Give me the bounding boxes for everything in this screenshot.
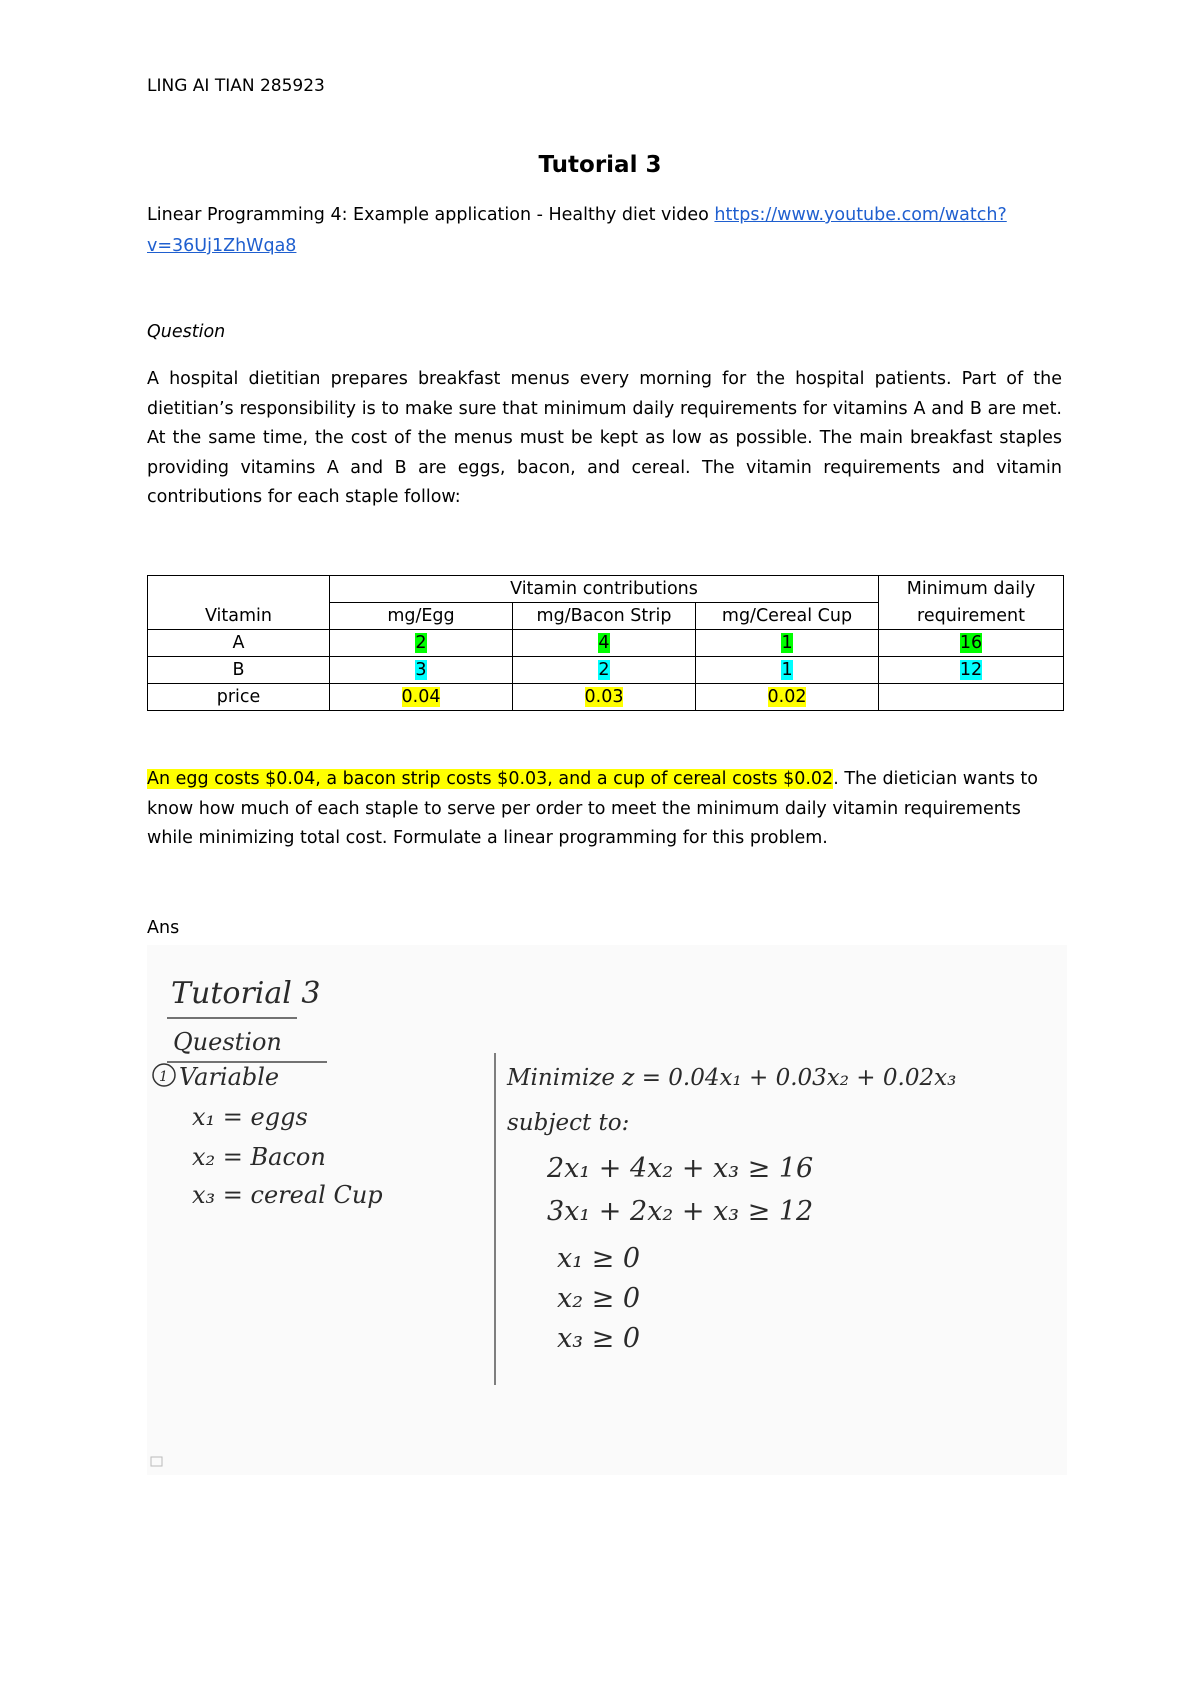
row-label: A bbox=[148, 630, 330, 657]
egg-col-header: mg/Egg bbox=[330, 603, 513, 630]
value-highlight: 0.02 bbox=[767, 687, 807, 707]
table-header-row-2 bbox=[148, 603, 1064, 630]
row-label: B bbox=[148, 657, 330, 684]
value-highlight: 0.04 bbox=[401, 687, 441, 707]
table-cell bbox=[513, 657, 696, 684]
blank-header-cell bbox=[148, 576, 330, 603]
table-cell bbox=[330, 684, 513, 711]
table-cell bbox=[513, 684, 696, 711]
hw-constraint: 3x₁ + 2x₂ + x₃ ≥ 12 bbox=[547, 1196, 814, 1227]
answer-label: Ans bbox=[147, 918, 180, 938]
cost-highlight: An egg costs $0.04, a bacon strip costs $0.03, and a cup of cereal costs $0.02 bbox=[147, 769, 834, 789]
table-cell bbox=[879, 657, 1064, 684]
cost-rest: . The dietician wants to know how much of each staple to serve per order to meet the minimum daily vitamin requirements while minimizing total cost. Formulate a linear programming for this problem. bbox=[147, 769, 1038, 848]
value-highlight: 0.03 bbox=[584, 687, 624, 707]
table-cell bbox=[513, 630, 696, 657]
table-row bbox=[148, 657, 1064, 684]
table-header-row-1 bbox=[148, 576, 1064, 603]
table-cell bbox=[330, 630, 513, 657]
page-title: Tutorial 3 bbox=[538, 152, 662, 178]
cost-paragraph bbox=[147, 765, 1062, 854]
value-highlight: 3 bbox=[415, 660, 427, 680]
value-highlight: 4 bbox=[598, 633, 610, 653]
question-paragraph: A hospital dietitian prepares breakfast menus every morning for the hospital patients. Part of the dietitian’s responsibility is to make sure that minimum daily requirements for vitamins A and B are met. At the same time, the cost of the menus must be kept as low as possible. The main breakfast staples providing vitamins A and B are eggs, bacon, and cereal. The vitamin requirements and vitamin contributions for each staple follow: bbox=[147, 369, 1062, 507]
table-cell bbox=[330, 657, 513, 684]
min-header-line2: requirement bbox=[879, 603, 1064, 630]
hw-var: x₁ = eggs bbox=[192, 1103, 308, 1131]
row-label: price bbox=[148, 684, 330, 711]
cereal-col-header: mg/Cereal Cup bbox=[696, 603, 879, 630]
hw-number: 1 bbox=[159, 1069, 168, 1085]
min-header-line1: Minimum daily bbox=[879, 576, 1064, 603]
vitamin-contributions-header: Vitamin contributions bbox=[330, 576, 879, 603]
table-row bbox=[148, 630, 1064, 657]
table-cell bbox=[879, 684, 1064, 711]
hw-constraint: 2x₁ + 4x₂ + x₃ ≥ 16 bbox=[547, 1153, 814, 1184]
vitamin-table bbox=[147, 575, 1064, 711]
value-highlight: 2 bbox=[415, 633, 427, 653]
video-link[interactable]: https://www.youtube.com/watch?v=36Uj1ZhWqa8 bbox=[147, 205, 1007, 256]
hw-variable-label: Variable bbox=[179, 1063, 280, 1091]
hw-objective: Minimize z = 0.04x₁ + 0.03x₂ + 0.02x₃ bbox=[507, 1065, 957, 1091]
table-cell bbox=[879, 630, 1064, 657]
hw-heading1: Tutorial 3 bbox=[171, 976, 321, 1011]
reference-line bbox=[147, 200, 1057, 262]
hw-heading2: Question bbox=[173, 1028, 282, 1056]
hw-constraint: x₁ ≥ 0 bbox=[557, 1243, 641, 1274]
author-header: LING AI TIAN 285923 bbox=[147, 76, 325, 96]
handwritten-answer-image bbox=[147, 945, 1067, 1475]
table-cell bbox=[696, 657, 879, 684]
vitamin-col-header: Vitamin bbox=[148, 603, 330, 630]
value-highlight: 12 bbox=[959, 660, 983, 680]
question-label: Question bbox=[147, 322, 226, 342]
hw-subject: subject to: bbox=[507, 1110, 630, 1136]
table-row bbox=[148, 684, 1064, 711]
value-highlight: 2 bbox=[598, 660, 610, 680]
table-cell bbox=[696, 684, 879, 711]
bacon-col-header: mg/Bacon Strip bbox=[513, 603, 696, 630]
value-highlight: 1 bbox=[781, 660, 793, 680]
value-highlight: 16 bbox=[959, 633, 983, 653]
value-highlight: 1 bbox=[781, 633, 793, 653]
hw-constraint: x₃ ≥ 0 bbox=[557, 1323, 641, 1354]
table-cell bbox=[696, 630, 879, 657]
reference-text: Linear Programming 4: Example application - Healthy diet video bbox=[147, 205, 715, 225]
hw-constraint: x₂ ≥ 0 bbox=[557, 1283, 641, 1314]
hw-var: x₃ = cereal Cup bbox=[192, 1181, 383, 1209]
hw-var: x₂ = Bacon bbox=[192, 1143, 326, 1171]
